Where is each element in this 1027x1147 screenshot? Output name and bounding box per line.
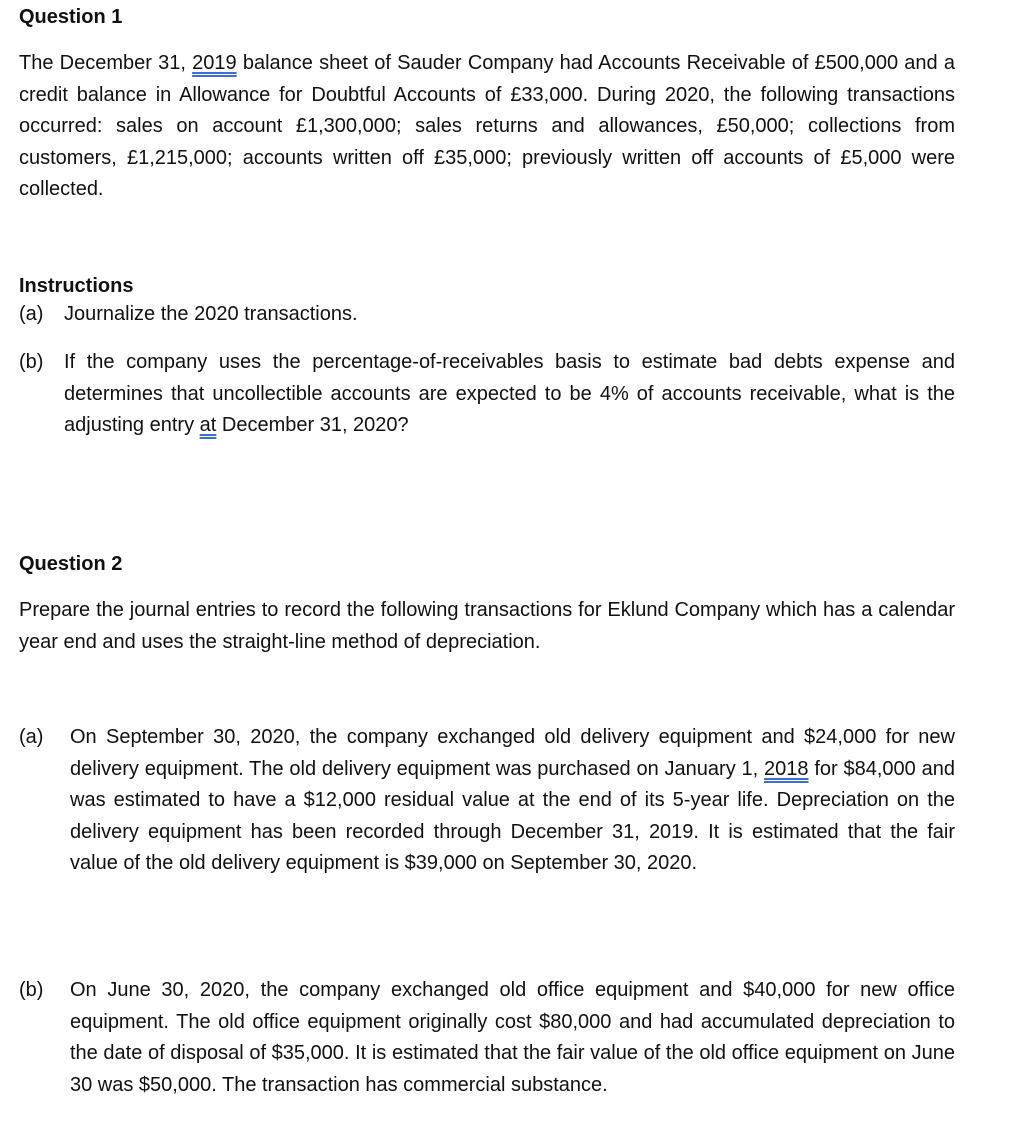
instruction-a [19,299,955,331]
question-1-title: Question 1 [19,6,123,28]
instruction-b-text-start: If the company uses the percentage-of-receivables basis to estimate bad debts expense and determines that uncollectible accounts are expected to be 4% of accounts receivable, what is the adjusting entry [64,351,955,436]
instruction-b-text [19,347,955,442]
question-2-item-b-text: On June 30, 2020, the company exchanged old office equipment and $40,000 for new office equipment. The old office equipment originally cost $80,000 and had accumulated depreciation to the date of disposal of $35,000. It is estimated that the fair value of the old office equipment on June 30 was $50,000. The transaction has commercial substance. [70,979,955,1096]
instruction-b-text-end: December 31, 2020? [216,414,409,436]
question-2-item-a-text [19,722,955,880]
grammar-flag-at: at [199,414,217,436]
question-2-title: Question 2 [19,553,123,575]
question-2-item-b [19,975,955,1101]
question-1-intro [19,48,955,206]
intro-text-start: The December 31, [19,52,193,74]
instruction-a-text: Journalize the 2020 transactions. [64,303,358,325]
grammar-flag-year: 2019 [192,52,237,74]
intro-text-end: balance sheet of Sauder Company had Accounts Receivable of £500,000 and a credit balance in Allowance for Doubtful Accounts of £33,000. During 2020, the following transactions occurred: sales on account £1,300,000; sales returns and allowances, £50,000; collections from customers, £1,215,000; accounts written off £35,000; previously written off accounts of £5,000 were collected. [19,52,955,200]
instruction-b [19,347,955,442]
question-2-intro: Prepare the journal entries to record the following transactions for Eklund Company which has a calendar year end and uses the straight-line method of depreciation. [19,599,955,653]
item-a-text-end: for $84,000 and was estimated to have a $12,000 residual value at the end of its 5-year life. Depreciation on the delivery equipment has been recorded through December 31, 2019. It is estimated that the fair value of the old delivery equipment is $39,000 on September 30, 2020. [70,757,955,874]
item-a-text-start: On September 30, 2020, the company exchanged old delivery equipment and $24,000 for new delivery equipment. The old delivery equipment was purchased on January 1, [70,726,955,780]
list-marker: (b) [19,351,44,373]
list-marker: (b) [19,979,44,1001]
list-marker: (a) [19,303,44,325]
grammar-flag-2018: 2018 [764,757,809,780]
list-marker: (a) [19,726,44,748]
instructions-title: Instructions [19,275,134,297]
question-2-item-a [19,722,955,880]
